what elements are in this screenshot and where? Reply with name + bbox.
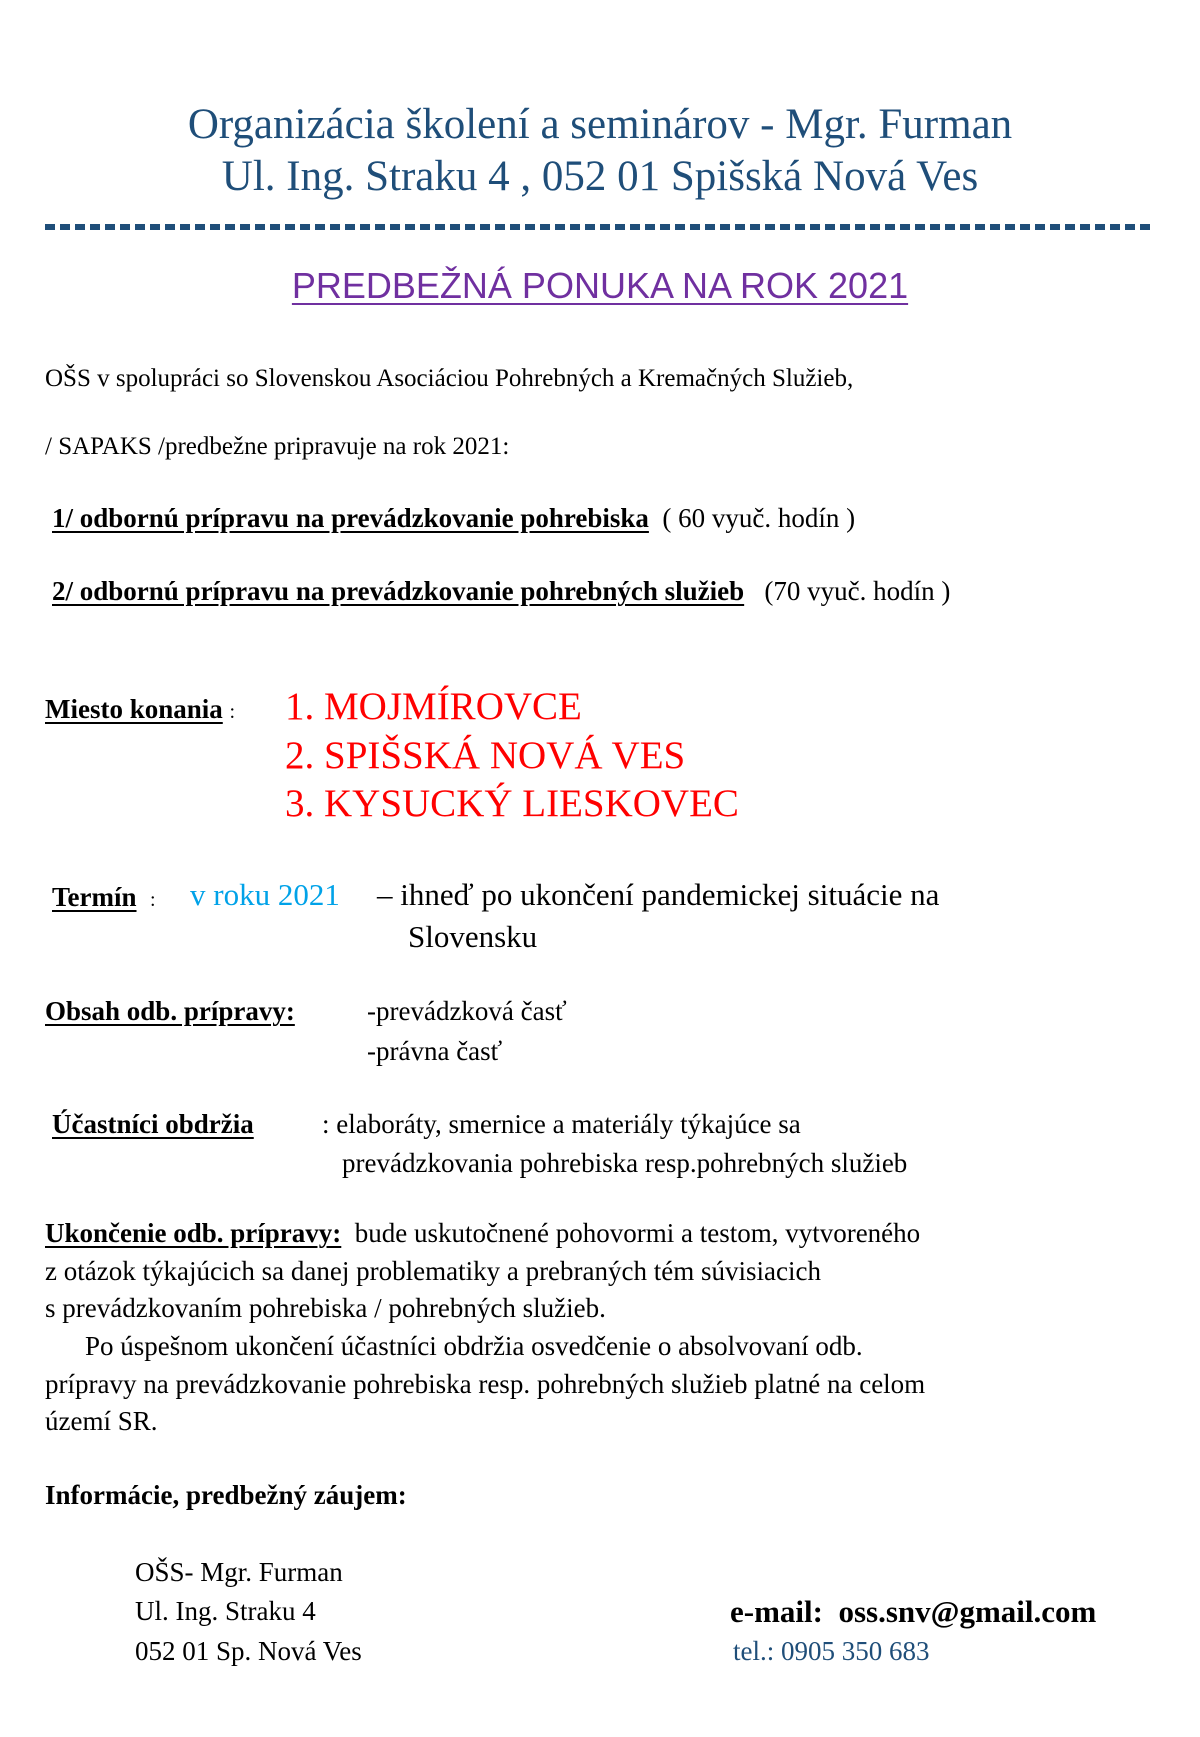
term-text-2: Slovensku (408, 919, 538, 954)
header-line-2: Ul. Ing. Straku 4 , 052 01 Spišská Nová Ves (221, 153, 979, 200)
completion-line-3: s prevádzkovaním pohrebiska / pohrebných služieb. (45, 1293, 606, 1323)
course-1 (52, 503, 855, 534)
term-label-row (52, 882, 156, 913)
term-text-1: – ihneď po ukončení pandemickej situácie na (377, 877, 940, 912)
venue-label-row (45, 694, 235, 725)
content-label-text: Obsah odb. prípravy: (45, 996, 295, 1026)
completion-text-1: bude uskutočnené pohovormi a testom, vytvoreného (354, 1218, 921, 1248)
participants-label-text: Účastníci obdržia (52, 1109, 254, 1139)
completion-line-4: Po úspešnom ukončení účastníci obdržia osvedčenie o absolvovaní odb. (85, 1331, 863, 1361)
header-line-1: Organizácia školení a seminárov - Mgr. Furman (187, 101, 1013, 148)
content-label (45, 996, 295, 1027)
completion-line-1 (45, 1218, 920, 1249)
content-item-2: -právna časť (367, 1036, 503, 1066)
venue-separator: : (229, 701, 236, 723)
term-label: Termín (52, 882, 137, 912)
course-1-title: 1/ odbornú prípravu na prevádzkovanie pohrebiska (52, 503, 649, 533)
course-2-hours: (70 vyuč. hodín ) (764, 576, 951, 606)
participants-line-1: : elaboráty, smernice a materiály týkajúce sa (322, 1109, 801, 1139)
completion-line-5: prípravy na prevádzkovanie pohrebiska resp. pohrebných služieb platné na celom (45, 1369, 926, 1399)
page-title: PREDBEŽNÁ PONUKA NA ROK 2021 (291, 265, 909, 306)
address-line-2: Ul. Ing. Straku 4 (135, 1596, 316, 1626)
address-line-3: 052 01 Sp. Nová Ves (135, 1636, 362, 1666)
completion-line-2: z otázok týkajúcich sa danej problematiky a prebraných tém súvisiacich (45, 1256, 821, 1286)
venue-place-3: 3. KYSUCKÝ LIESKOVEC (285, 782, 739, 825)
venue-label: Miesto konania (45, 694, 223, 724)
course-2 (52, 576, 950, 607)
dashed-divider (45, 224, 1155, 230)
completion-line-6: území SR. (45, 1406, 158, 1436)
info-heading: Informácie, predbežný záujem: (45, 1480, 407, 1510)
venue-place-2: 2. SPIŠSKÁ NOVÁ VES (285, 734, 686, 777)
participants-label (52, 1109, 254, 1140)
course-1-hours: ( 60 vyuč. hodín ) (662, 503, 856, 533)
intro-line-1: OŠS v spolupráci so Slovenskou Asociáciou Pohrebných a Kremačných Služieb, (45, 365, 854, 392)
course-2-title: 2/ odbornú prípravu na prevádzkovanie pohrebných služieb (52, 576, 745, 606)
participants-line-2: prevádzkovania pohrebiska resp.pohrebných služieb (342, 1148, 908, 1178)
phone-number[interactable]: tel.: 0905 350 683 (733, 1636, 930, 1666)
intro-line-2: / SAPAKS /predbežne pripravuje na rok 2021: (45, 433, 510, 460)
venue-place-1: 1. MOJMÍROVCE (285, 685, 582, 728)
term-separator: : (150, 889, 156, 911)
email-link[interactable]: oss.snv@gmail.com (838, 1594, 1097, 1629)
content-item-1: -prevádzková časť (367, 996, 567, 1026)
email-label: e-mail: (730, 1594, 823, 1629)
email-row (730, 1594, 1096, 1630)
completion-label: Ukončenie odb. prípravy: (45, 1218, 342, 1248)
term-highlight: v roku 2021 (190, 877, 340, 912)
address-line-1: OŠS- Mgr. Furman (135, 1557, 343, 1587)
